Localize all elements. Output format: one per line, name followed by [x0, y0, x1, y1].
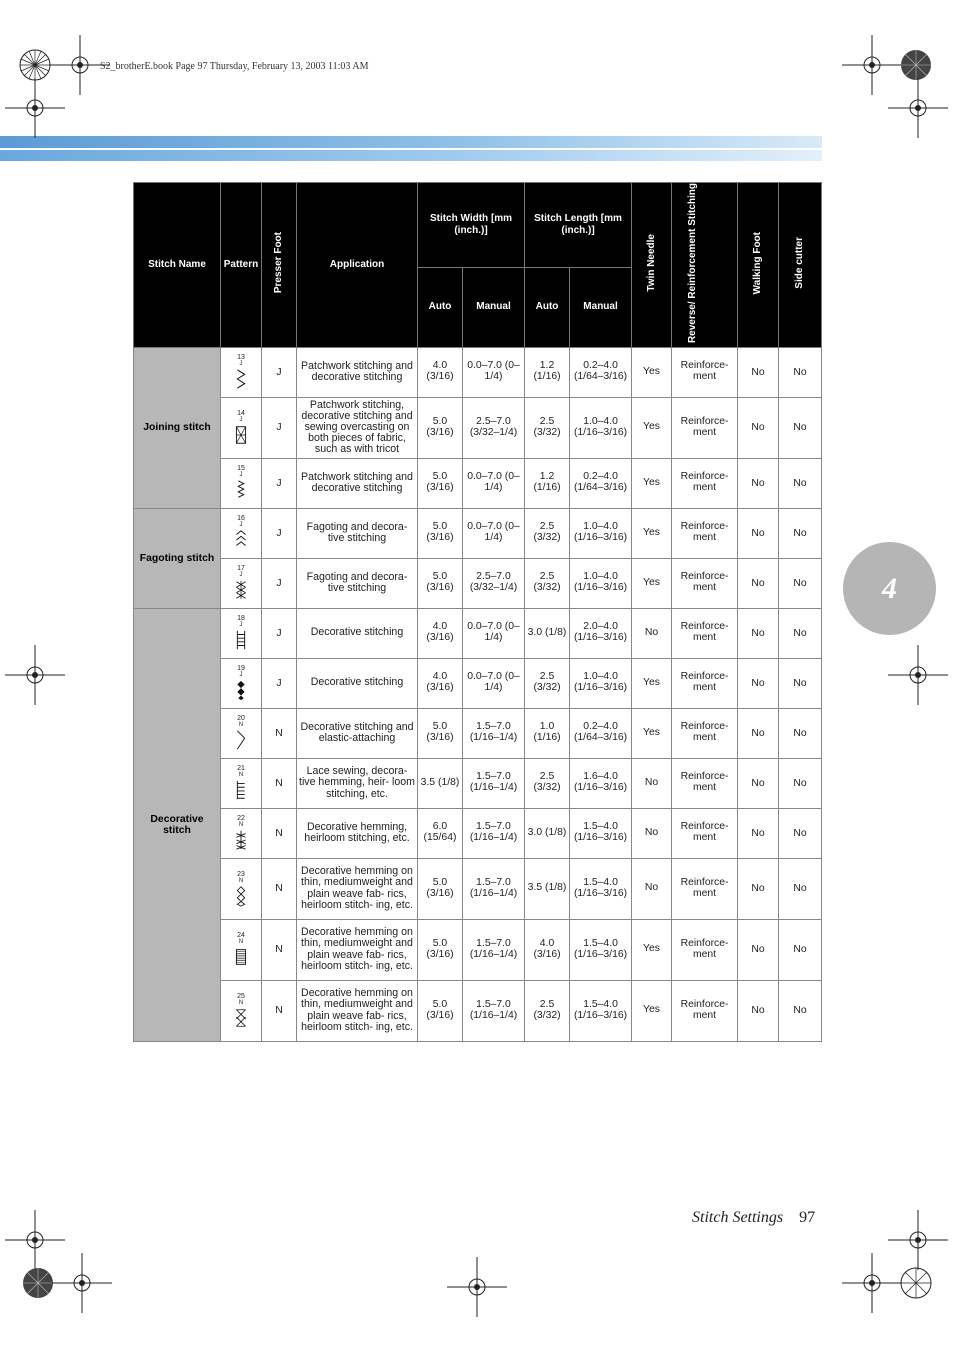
table-row — [134, 858, 822, 919]
twin-cell: Yes — [632, 508, 672, 558]
table-row — [134, 347, 822, 397]
walking-cell: No — [738, 397, 779, 458]
width-manual-cell: 0.0–7.0 (0–1/4) — [463, 608, 525, 658]
twin-cell: Yes — [632, 919, 672, 980]
twin-cell: No — [632, 858, 672, 919]
width-manual-cell: 0.0–7.0 (0–1/4) — [463, 458, 525, 508]
presser-foot-cell: J — [262, 397, 297, 458]
table-row — [134, 758, 822, 808]
cutter-cell: No — [779, 808, 822, 858]
page-footer — [692, 1209, 815, 1227]
pattern-number: 20 — [237, 715, 245, 723]
walking-cell: No — [738, 758, 779, 808]
pattern-cell — [221, 558, 262, 608]
starburst-registration-icon — [886, 1253, 946, 1313]
presser-foot-cell: J — [262, 658, 297, 708]
cutter-cell: No — [779, 458, 822, 508]
width-auto-cell: 4.0 (3/16) — [418, 347, 463, 397]
crosshair-registration-icon — [52, 1253, 112, 1313]
walking-cell: No — [738, 919, 779, 980]
application-cell: Decorative stitching — [297, 658, 418, 708]
width-auto-cell: 5.0 (3/16) — [418, 508, 463, 558]
cutter-cell: No — [779, 508, 822, 558]
table-row — [134, 458, 822, 508]
length-auto-cell: 3.0 (1/8) — [525, 608, 570, 658]
stitch-settings-table — [133, 182, 822, 1042]
crosshair-registration-icon — [447, 1257, 507, 1317]
crosshair-registration-icon — [888, 645, 948, 705]
header-stitch-width: Stitch Width [mm (inch.)] — [418, 183, 525, 268]
cutter-cell: No — [779, 980, 822, 1041]
length-auto-cell: 1.0 (1/16) — [525, 708, 570, 758]
pattern-number: 17 — [237, 565, 245, 573]
pattern-cell — [221, 708, 262, 758]
pattern-foot-code: N — [238, 772, 244, 779]
pattern-number: 24 — [237, 931, 245, 939]
pattern-foot-code: J — [239, 416, 243, 423]
table-row — [134, 658, 822, 708]
length-auto-cell: 2.5 (3/32) — [525, 508, 570, 558]
length-manual-cell: 1.0–4.0 (1/16–3/16) — [570, 397, 632, 458]
star-hem-stitch-icon — [234, 829, 248, 851]
reverse-cell: Reinforce- ment — [672, 980, 738, 1041]
application-cell: Decorative hemming, heirloom stitching, etc. — [297, 808, 418, 858]
header-width-auto: Auto — [418, 267, 463, 347]
pattern-number: 25 — [237, 992, 245, 1000]
width-auto-cell: 6.0 (15/64) — [418, 808, 463, 858]
header-side-cutter: Side cutter — [779, 183, 822, 348]
pattern-cell — [221, 919, 262, 980]
cutter-cell: No — [779, 397, 822, 458]
length-auto-cell: 4.0 (3/16) — [525, 919, 570, 980]
length-manual-cell: 1.0–4.0 (1/16–3/16) — [570, 658, 632, 708]
pattern-foot-code: N — [238, 822, 244, 829]
length-auto-cell: 2.5 (3/32) — [525, 658, 570, 708]
pattern-number: 23 — [237, 870, 245, 878]
length-manual-cell: 1.5–4.0 (1/16–3/16) — [570, 980, 632, 1041]
reverse-cell: Reinforce- ment — [672, 758, 738, 808]
comb-stitch-icon — [234, 779, 248, 801]
pattern-foot-code: N — [238, 722, 244, 729]
twin-cell: Yes — [632, 708, 672, 758]
chapter-tab: 4 — [843, 542, 936, 635]
cutter-cell: No — [779, 708, 822, 758]
length-manual-cell: 0.2–4.0 (1/64–3/16) — [570, 458, 632, 508]
table-row — [134, 508, 822, 558]
crosshair-registration-icon — [888, 78, 948, 138]
walking-cell: No — [738, 608, 779, 658]
width-auto-cell: 5.0 (3/16) — [418, 919, 463, 980]
twin-cell: No — [632, 808, 672, 858]
length-auto-cell: 2.5 (3/32) — [525, 758, 570, 808]
length-auto-cell: 1.2 (1/16) — [525, 347, 570, 397]
application-cell: Decorative hemming on thin, mediumweight and plain weave fab- rics, heirloom stitch- ing, etc. — [297, 858, 418, 919]
length-manual-cell: 1.6–4.0 (1/16–3/16) — [570, 758, 632, 808]
width-manual-cell: 2.5–7.0 (3/32–1/4) — [463, 558, 525, 608]
length-auto-cell: 1.2 (1/16) — [525, 458, 570, 508]
width-auto-cell: 5.0 (3/16) — [418, 980, 463, 1041]
width-manual-cell: 2.5–7.0 (3/32–1/4) — [463, 397, 525, 458]
stitch-group-name: Joining stitch — [134, 347, 221, 508]
pattern-cell — [221, 658, 262, 708]
presser-foot-cell: N — [262, 980, 297, 1041]
header-length-manual: Manual — [570, 267, 632, 347]
header-pattern: Pattern — [221, 183, 262, 348]
header-application: Application — [297, 183, 418, 348]
width-manual-cell: 0.0–7.0 (0–1/4) — [463, 347, 525, 397]
presser-foot-cell: N — [262, 808, 297, 858]
pattern-foot-code: N — [238, 938, 244, 945]
application-cell: Decorative stitching — [297, 608, 418, 658]
reverse-cell: Reinforce- ment — [672, 919, 738, 980]
length-auto-cell: 3.0 (1/8) — [525, 808, 570, 858]
footer-title: Stitch Settings — [692, 1209, 784, 1226]
twin-cell: No — [632, 608, 672, 658]
pattern-cell — [221, 508, 262, 558]
pattern-foot-code: J — [239, 472, 243, 479]
twin-cell: Yes — [632, 458, 672, 508]
reverse-cell: Reinforce- ment — [672, 858, 738, 919]
pattern-number: 15 — [237, 465, 245, 473]
pattern-number: 18 — [237, 615, 245, 623]
reverse-cell: Reinforce- ment — [672, 708, 738, 758]
reverse-cell: Reinforce- ment — [672, 608, 738, 658]
width-manual-cell: 0.0–7.0 (0–1/4) — [463, 508, 525, 558]
width-auto-cell: 4.0 (3/16) — [418, 608, 463, 658]
pattern-foot-code: N — [238, 999, 244, 1006]
reverse-cell: Reinforce- ment — [672, 347, 738, 397]
application-cell: Fagoting and decora- tive stitching — [297, 508, 418, 558]
length-manual-cell: 1.5–4.0 (1/16–3/16) — [570, 808, 632, 858]
pattern-number: 21 — [237, 765, 245, 773]
table-row — [134, 708, 822, 758]
pattern-foot-code: N — [238, 877, 244, 884]
cross-fagoting-stitch-icon — [234, 579, 248, 601]
elastic-stitch-icon — [234, 729, 248, 751]
application-cell: Decorative stitching and elastic-attaching — [297, 708, 418, 758]
width-auto-cell: 3.5 (1/8) — [418, 758, 463, 808]
length-manual-cell: 2.0–4.0 (1/16–3/16) — [570, 608, 632, 658]
application-cell: Patchwork stitching, decorative stitching and sewing overcasting on both pieces of fabric, such as with tricot — [297, 397, 418, 458]
presser-foot-cell: N — [262, 858, 297, 919]
presser-foot-cell: J — [262, 508, 297, 558]
table-row — [134, 808, 822, 858]
width-manual-cell: 1.5–7.0 (1/16–1/4) — [463, 808, 525, 858]
cutter-cell: No — [779, 658, 822, 708]
crosshair-registration-icon — [5, 78, 65, 138]
application-cell: Decorative hemming on thin, mediumweight and plain weave fab- rics, heirloom stitch- ing, etc. — [297, 980, 418, 1041]
width-auto-cell: 5.0 (3/16) — [418, 397, 463, 458]
walking-cell: No — [738, 508, 779, 558]
header-stitch-length: Stitch Length [mm (inch.)] — [525, 183, 632, 268]
blue-header-band-lower — [0, 150, 822, 161]
walking-cell: No — [738, 708, 779, 758]
width-auto-cell: 4.0 (3/16) — [418, 658, 463, 708]
width-auto-cell: 5.0 (3/16) — [418, 858, 463, 919]
pattern-cell — [221, 758, 262, 808]
width-auto-cell: 5.0 (3/16) — [418, 458, 463, 508]
dense-hem-stitch-icon — [234, 946, 248, 968]
width-manual-cell: 0.0–7.0 (0–1/4) — [463, 658, 525, 708]
pattern-foot-code: J — [239, 572, 243, 579]
table-row — [134, 919, 822, 980]
table-row — [134, 608, 822, 658]
lattice-stitch-icon — [234, 1007, 248, 1029]
pattern-cell — [221, 347, 262, 397]
presser-foot-cell: J — [262, 558, 297, 608]
pattern-cell — [221, 608, 262, 658]
pattern-cell — [221, 980, 262, 1041]
twin-cell: Yes — [632, 980, 672, 1041]
pattern-number: 13 — [237, 354, 245, 362]
braid-stitch-icon — [234, 885, 248, 907]
box-cross-stitch-icon — [234, 424, 248, 446]
width-manual-cell: 1.5–7.0 (1/16–1/4) — [463, 758, 525, 808]
table-row — [134, 980, 822, 1041]
application-cell: Patchwork stitching and decorative stitching — [297, 347, 418, 397]
reverse-cell: Reinforce- ment — [672, 658, 738, 708]
zigzag-stitch-icon — [234, 368, 248, 390]
table-row — [134, 558, 822, 608]
application-cell: Lace sewing, decora- tive hemming, heir- loom stitching, etc. — [297, 758, 418, 808]
pattern-cell — [221, 808, 262, 858]
cutter-cell: No — [779, 858, 822, 919]
crosshair-registration-icon — [5, 645, 65, 705]
twin-cell: No — [632, 758, 672, 808]
width-manual-cell: 1.5–7.0 (1/16–1/4) — [463, 919, 525, 980]
width-manual-cell: 1.5–7.0 (1/16–1/4) — [463, 708, 525, 758]
reverse-cell: Reinforce- ment — [672, 808, 738, 858]
header-width-manual: Manual — [463, 267, 525, 347]
stitch-group-name: Fagoting stitch — [134, 508, 221, 608]
walking-cell: No — [738, 558, 779, 608]
presser-foot-cell: N — [262, 919, 297, 980]
pattern-foot-code: J — [239, 361, 243, 368]
chevron-stitch-icon — [234, 529, 248, 551]
walking-cell: No — [738, 458, 779, 508]
application-cell: Decorative hemming on thin, mediumweight and plain weave fab- rics, heirloom stitch- ing, etc. — [297, 919, 418, 980]
length-manual-cell: 1.0–4.0 (1/16–3/16) — [570, 508, 632, 558]
cutter-cell: No — [779, 608, 822, 658]
walking-cell: No — [738, 658, 779, 708]
walking-cell: No — [738, 347, 779, 397]
pattern-foot-code: J — [239, 622, 243, 629]
page-number: 97 — [799, 1209, 816, 1226]
twin-cell: Yes — [632, 558, 672, 608]
pattern-cell — [221, 858, 262, 919]
length-auto-cell: 2.5 (3/32) — [525, 558, 570, 608]
presser-foot-cell: N — [262, 758, 297, 808]
serpentine-stitch-icon — [234, 479, 248, 501]
pattern-number: 22 — [237, 815, 245, 823]
presser-foot-cell: N — [262, 708, 297, 758]
length-auto-cell: 3.5 (1/8) — [525, 858, 570, 919]
pattern-number: 14 — [237, 409, 245, 417]
blue-header-band — [0, 136, 822, 148]
header-presser-foot: Presser Foot — [262, 183, 297, 348]
pattern-foot-code: J — [239, 522, 243, 529]
walking-cell: No — [738, 980, 779, 1041]
width-manual-cell: 1.5–7.0 (1/16–1/4) — [463, 858, 525, 919]
width-auto-cell: 5.0 (3/16) — [418, 708, 463, 758]
reverse-cell: Reinforce- ment — [672, 508, 738, 558]
application-cell: Patchwork stitching and decorative stitching — [297, 458, 418, 508]
header-walking-foot: Walking Foot — [738, 183, 779, 348]
header-length-auto: Auto — [525, 267, 570, 347]
ladder-stitch-icon — [234, 629, 248, 651]
cutter-cell: No — [779, 758, 822, 808]
pattern-cell — [221, 458, 262, 508]
walking-cell: No — [738, 808, 779, 858]
width-manual-cell: 1.5–7.0 (1/16–1/4) — [463, 980, 525, 1041]
diamond-stitch-icon — [234, 679, 248, 701]
table-row — [134, 397, 822, 458]
length-manual-cell: 1.5–4.0 (1/16–3/16) — [570, 919, 632, 980]
reverse-cell: Reinforce- ment — [672, 558, 738, 608]
header-twin-needle: Twin Needle — [632, 183, 672, 348]
length-manual-cell: 0.2–4.0 (1/64–3/16) — [570, 347, 632, 397]
header-reverse-reinforcement: Reverse/ Reinforcement Stitching — [672, 183, 738, 348]
twin-cell: Yes — [632, 397, 672, 458]
book-header-line: S2_brotherE.book Page 97 Thursday, February 13, 2003 11:03 AM — [100, 61, 369, 72]
cutter-cell: No — [779, 558, 822, 608]
pattern-number: 16 — [237, 515, 245, 523]
stitch-group-name: Decorative stitch — [134, 608, 221, 1041]
cutter-cell: No — [779, 919, 822, 980]
pattern-foot-code: J — [239, 672, 243, 679]
cutter-cell: No — [779, 347, 822, 397]
length-auto-cell: 2.5 (3/32) — [525, 397, 570, 458]
length-manual-cell: 1.0–4.0 (1/16–3/16) — [570, 558, 632, 608]
length-manual-cell: 0.2–4.0 (1/64–3/16) — [570, 708, 632, 758]
twin-cell: Yes — [632, 347, 672, 397]
twin-cell: Yes — [632, 658, 672, 708]
length-manual-cell: 1.5–4.0 (1/16–3/16) — [570, 858, 632, 919]
length-auto-cell: 2.5 (3/32) — [525, 980, 570, 1041]
presser-foot-cell: J — [262, 458, 297, 508]
pattern-number: 19 — [237, 665, 245, 673]
pattern-cell — [221, 397, 262, 458]
reverse-cell: Reinforce- ment — [672, 397, 738, 458]
presser-foot-cell: J — [262, 347, 297, 397]
presser-foot-cell: J — [262, 608, 297, 658]
width-auto-cell: 5.0 (3/16) — [418, 558, 463, 608]
application-cell: Fagoting and decora- tive stitching — [297, 558, 418, 608]
walking-cell: No — [738, 858, 779, 919]
header-stitch-name: Stitch Name — [134, 183, 221, 348]
reverse-cell: Reinforce- ment — [672, 458, 738, 508]
